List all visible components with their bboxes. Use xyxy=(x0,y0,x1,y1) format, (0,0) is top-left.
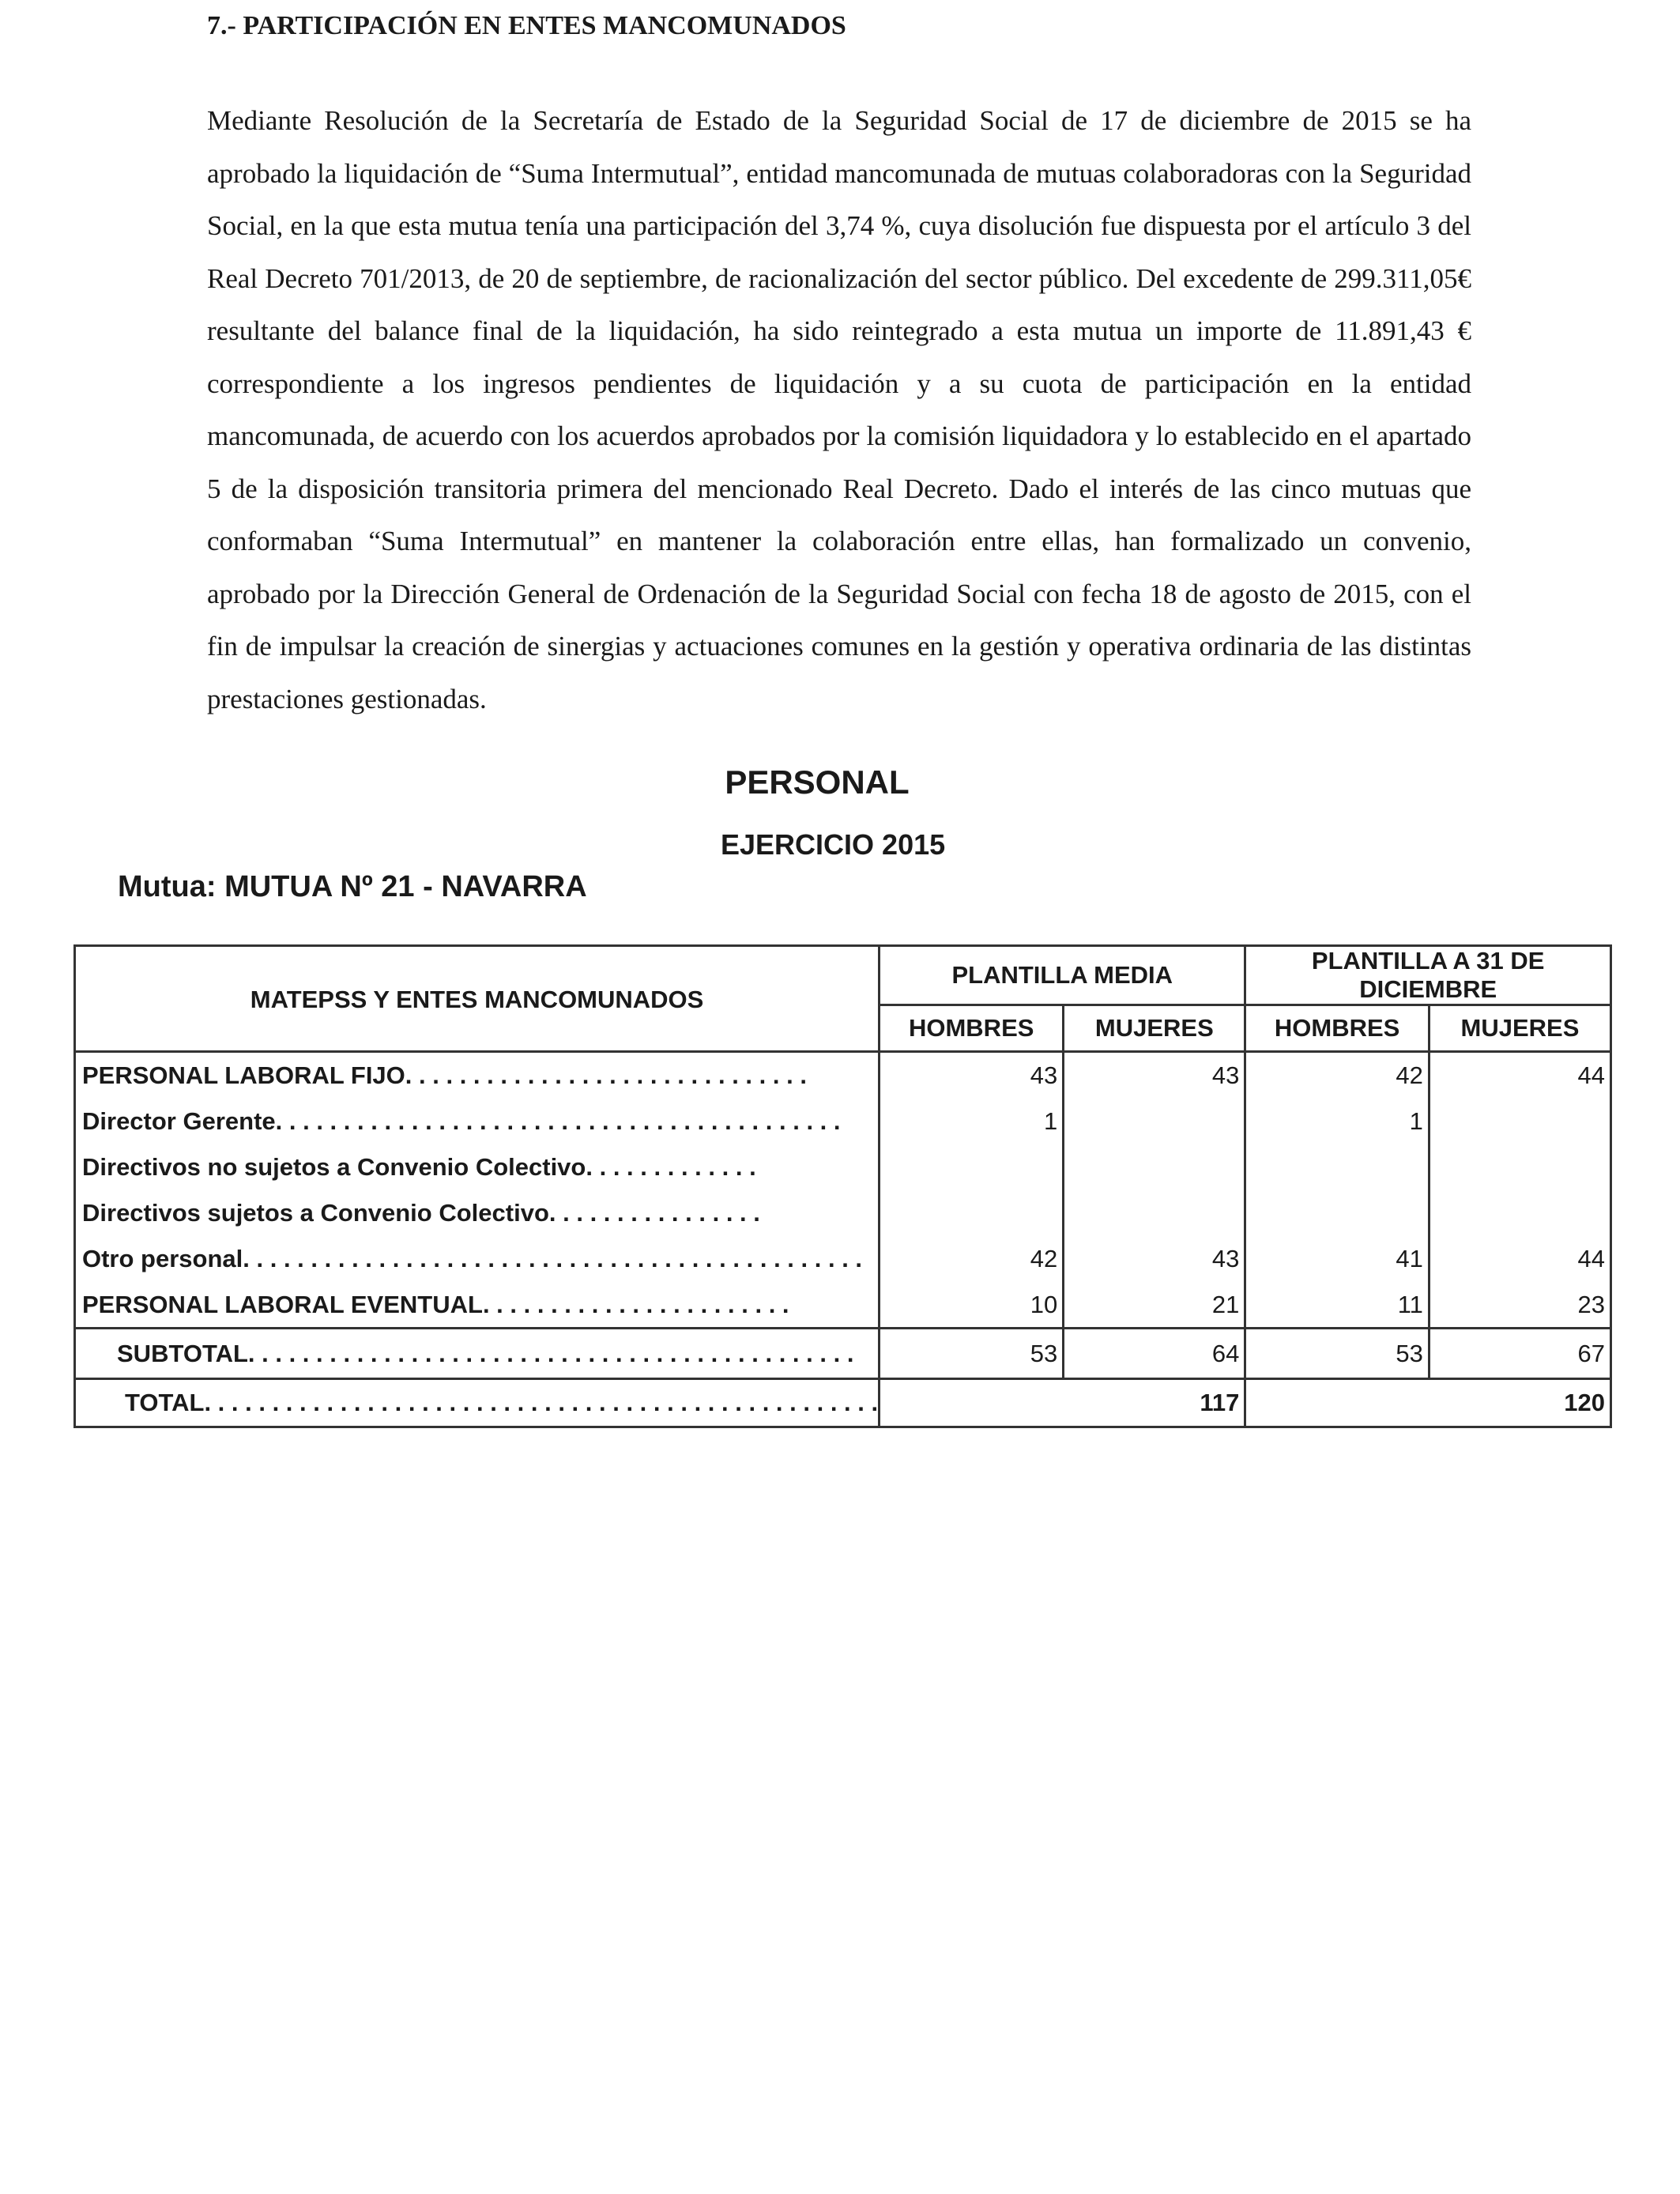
table-row xyxy=(75,1282,1611,1329)
cell-value xyxy=(1245,1190,1430,1236)
cell-value xyxy=(1429,1144,1610,1190)
total-label: TOTAL. . . . . . . . . . . . . . . . . . . . . . . . . . . . . . . . . . . . . . . . . . . . . . . . . . xyxy=(75,1379,880,1427)
header-hombres-diciembre: HOMBRES xyxy=(1245,1005,1430,1052)
subtotal-value: 64 xyxy=(1064,1329,1245,1379)
subtotal-label: SUBTOTAL. . . . . . . . . . . . . . . . . . . . . . . . . . . . . . . . . . . . . . . . . . . . . xyxy=(75,1329,880,1379)
section-paragraph: Mediante Resolución de la Secretaría de Estado de la Seguridad Social de 17 de diciembre de 2015 se ha aprobado la liquidación de “Suma Intermutual”, entidad mancomunada de mutuas colaboradoras con la Seguridad Social, en la que esta mutua tenía una participación del 3,74 %, cuya disolución fue dispuesta por el artículo 3 del Real Decreto 701/2013, de 20 de septiembre, de racionalización del sector público. Del excedente de 299.311,05€ resultante del balance final de la liquidación, ha sido reintegrado a esta mutua un importe de 11.891,43 € correspondiente a los ingresos pendientes de liquidación y a su cuota de participación en la entidad mancomunada, de acuerdo con los acuerdos aprobados por la comisión liquidadora y lo establecido en el apartado 5 de la disposición transitoria primera del mencionado Real Decreto. Dado el interés de las cinco mutuas que conformaban “Suma Intermutual” en mantener la colaboración entre ellas, han formalizado un convenio, aprobado por la Dirección General de Ordenación de la Seguridad Social con fecha 18 de agosto de 2015, con el fin de impulsar la creación de sinergias y actuaciones comunes en la gestión y operativa ordinaria de las distintas prestaciones gestionadas. xyxy=(207,105,1471,714)
cell-value: 44 xyxy=(1429,1052,1610,1099)
report-title-text: PERSONAL xyxy=(725,763,910,801)
total-plantilla-media: 117 xyxy=(880,1379,1245,1427)
cell-value xyxy=(1429,1190,1610,1236)
table-row xyxy=(75,1236,1611,1282)
cell-value: 10 xyxy=(880,1282,1064,1329)
mutua-label: Mutua: MUTUA Nº 21 - NAVARRA xyxy=(118,870,587,903)
report-title xyxy=(0,763,1680,801)
row-label: Directivos sujetos a Convenio Colectivo. . . . . . . . . . . . . . . . xyxy=(75,1190,880,1236)
table-row xyxy=(75,1099,1611,1144)
header-plantilla-diciembre: PLANTILLA A 31 DE DICIEMBRE xyxy=(1245,946,1611,1005)
cell-value: 21 xyxy=(1064,1282,1245,1329)
row-label: PERSONAL LABORAL EVENTUAL. . . . . . . . . . . . . . . . . . . . . . . xyxy=(75,1282,880,1329)
row-label: PERSONAL LABORAL FIJO. . . . . . . . . . . . . . . . . . . . . . . . . . . . . . xyxy=(75,1052,880,1099)
section-heading: 7.- PARTICIPACIÓN EN ENTES MANCOMUNADOS xyxy=(207,11,846,40)
cell-value xyxy=(1245,1144,1430,1190)
cell-value xyxy=(1064,1144,1245,1190)
cell-value xyxy=(880,1190,1064,1236)
header-mujeres-media: MUJERES xyxy=(1064,1005,1245,1052)
subtotal-value: 67 xyxy=(1429,1329,1610,1379)
header-plantilla-media: PLANTILLA MEDIA xyxy=(880,946,1245,1005)
cell-value: 43 xyxy=(1064,1052,1245,1099)
subtotal-value: 53 xyxy=(880,1329,1064,1379)
total-row xyxy=(75,1379,1611,1427)
cell-value xyxy=(880,1144,1064,1190)
table-row xyxy=(75,1052,1611,1099)
cell-value: 23 xyxy=(1429,1282,1610,1329)
subtotal-row xyxy=(75,1329,1611,1379)
table-row xyxy=(75,1144,1611,1190)
cell-value: 42 xyxy=(1245,1052,1430,1099)
header-entity: MATEPSS Y ENTES MANCOMUNADOS xyxy=(75,946,880,1052)
table-row xyxy=(75,1190,1611,1236)
cell-value: 1 xyxy=(1245,1099,1430,1144)
report-subtitle: EJERCICIO 2015 xyxy=(721,828,946,861)
cell-value: 11 xyxy=(1245,1282,1430,1329)
row-label: Otro personal. . . . . . . . . . . . . . . . . . . . . . . . . . . . . . . . . . . . . . . . . . . . . . xyxy=(75,1236,880,1282)
cell-value xyxy=(1429,1099,1610,1144)
cell-value: 1 xyxy=(880,1099,1064,1144)
cell-value: 44 xyxy=(1429,1236,1610,1282)
subtotal-value: 53 xyxy=(1245,1329,1430,1379)
cell-value: 42 xyxy=(880,1236,1064,1282)
staff-table xyxy=(73,944,1612,1428)
total-plantilla-diciembre: 120 xyxy=(1245,1379,1611,1427)
cell-value: 41 xyxy=(1245,1236,1430,1282)
cell-value xyxy=(1064,1099,1245,1144)
row-label: Directivos no sujetos a Convenio Colectivo. . . . . . . . . . . . . xyxy=(75,1144,880,1190)
cell-value xyxy=(1064,1190,1245,1236)
header-mujeres-diciembre: MUJERES xyxy=(1429,1005,1610,1052)
row-label: Director Gerente. . . . . . . . . . . . . . . . . . . . . . . . . . . . . . . . . . . . . . . . . . xyxy=(75,1099,880,1144)
header-hombres-media: HOMBRES xyxy=(880,1005,1064,1052)
cell-value: 43 xyxy=(880,1052,1064,1099)
cell-value: 43 xyxy=(1064,1236,1245,1282)
